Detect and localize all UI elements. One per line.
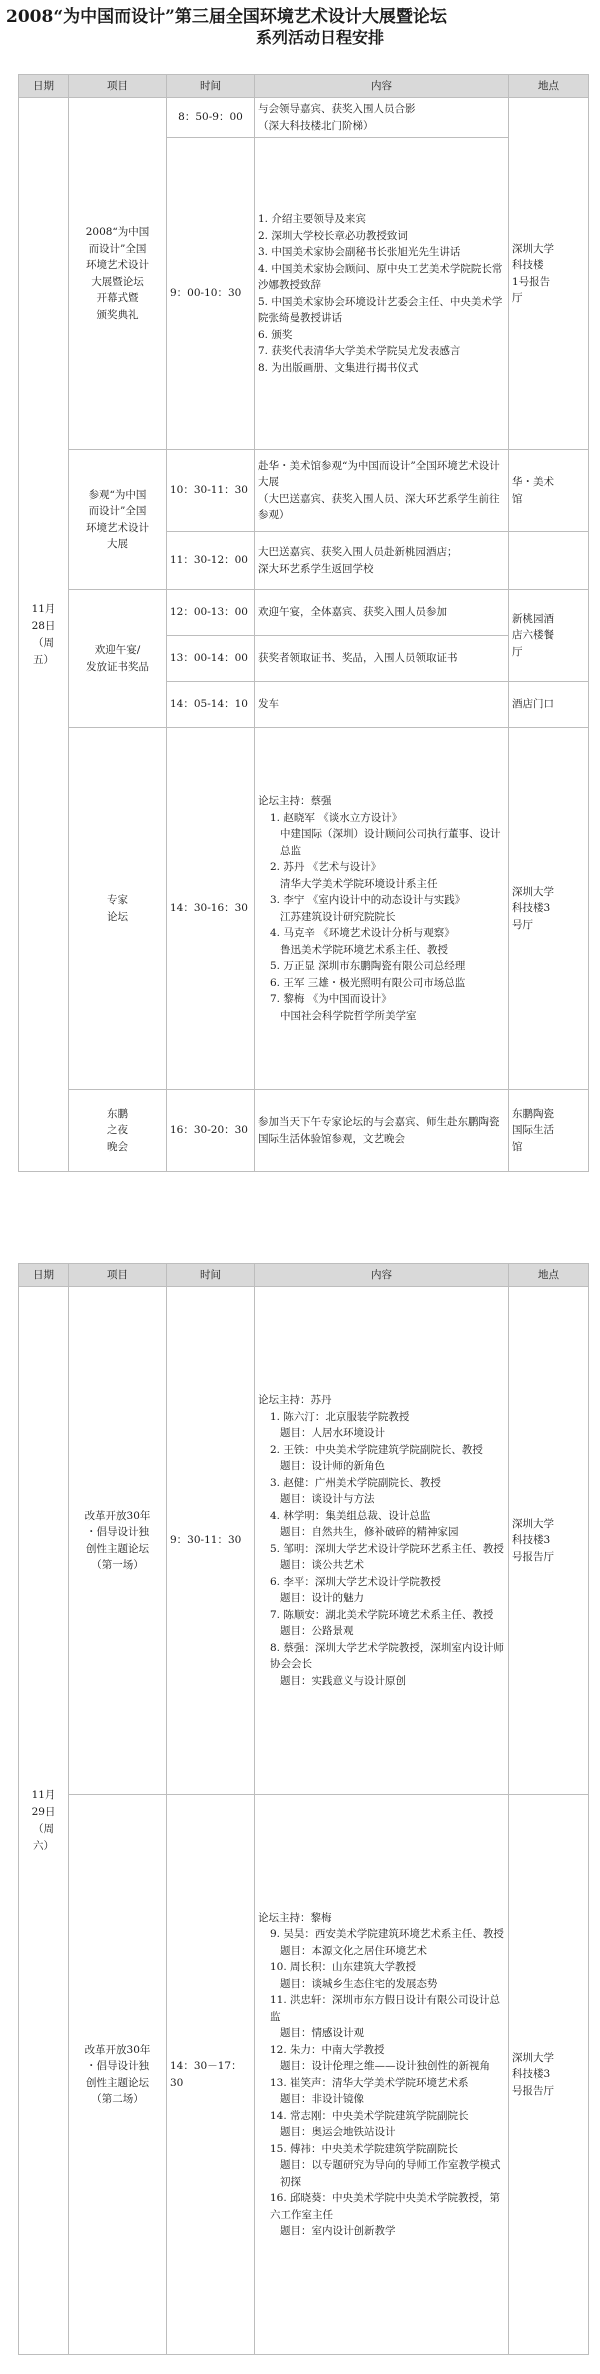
location-cell-session2: 深圳大学 科技楼3 号报告厅	[509, 1795, 589, 2355]
table-row	[19, 1090, 589, 1172]
table-row	[19, 450, 589, 532]
date-cell: 11月 29日 （周 六）	[19, 1287, 69, 2355]
location-cell-opening: 深圳大学 科技楼 1号报告 厅	[509, 98, 589, 450]
schedule-table-day2	[18, 1263, 589, 2355]
item-cell-opening: 2008“为中国 而设计”全国 环境艺术设计 大展暨论坛 开幕式暨 颁奖典礼	[69, 98, 167, 450]
schedule-table-day1	[18, 74, 589, 1172]
content-cell: 欢迎午宴，全体嘉宾、获奖入围人员参加	[255, 590, 509, 636]
time-cell: 14：30－17：30	[167, 1795, 255, 2355]
column-header-date: 日期	[19, 1264, 69, 1287]
content-cell: 参加当天下午专家论坛的与会嘉宾、师生赴东鹏陶瓷国际生活体验馆参观，文艺晚会	[255, 1090, 509, 1172]
location-cell-lunch: 新桃园酒 店六楼餐 厅	[509, 590, 589, 682]
table-row	[19, 728, 589, 1090]
location-cell-bus: 酒店门口	[509, 682, 589, 728]
content-cell: 论坛主持：蔡强 1. 赵晓军 《谈水立方设计》 中建国际（深圳）设计顾问公司执行董事、设计总监 2. 苏丹 《艺术与设计》 清华大学美术学院环境设计系主任 3. 李宁 《室内设计中的动态设计与实践》 江苏建筑设计研究院院长 4. 马克辛 《环境艺术设计分析与观察》 鲁迅美术学院环境艺术系主任、教授 5. 万正显 深圳市东鹏陶瓷有限公司总经理 6. 王军 三雄・极光照明有限公司市场总监 7. 黎梅 《为中国而设计》 中国社会科学院哲学所美学室	[255, 728, 509, 1090]
table-row	[19, 98, 589, 138]
time-cell: 12：00-13：00	[167, 590, 255, 636]
location-cell-forum: 深圳大学 科技楼3 号厅	[509, 728, 589, 1090]
column-header-item: 项目	[69, 75, 167, 98]
content-cell: 1. 介绍主要领导及来宾 2. 深圳大学校长章必功教授致词 3. 中国美术家协会副秘书长张旭光先生讲话 4. 中国美术家协会顾问、原中央工艺美术学院院长常沙娜教授致辞 5. 中国美术家协会环境设计艺委会主任、中央美术学院张绮曼教授讲话 6. 颁奖 7. 获奖代表清华大学美术学院吴尤发表感言 8. 为出版画册、文集进行揭书仪式	[255, 138, 509, 450]
item-cell-session1: 改革开放30年 ・倡导设计独 创性主题论坛 （第一场）	[69, 1287, 167, 1795]
time-cell: 9：00-10：30	[167, 138, 255, 450]
location-cell-session1: 深圳大学 科技楼3 号报告厅	[509, 1287, 589, 1795]
table-row	[19, 590, 589, 636]
item-cell-session2: 改革开放30年 ・倡导设计独 创性主题论坛 （第二场）	[69, 1795, 167, 2355]
table-row	[19, 1795, 589, 2355]
content-cell: 论坛主持：苏丹 1. 陈六汀：北京服装学院教授 题目：人居水环境设计 2. 王铁：中央美术学院建筑学院副院长、教授 题目：设计师的新角色 3. 赵健：广州美术学院副院长、教授 题目：谈设计与方法 4. 林学明：集美组总裁、设计总监 题目：自然共生，修补破碎的精神家园 5. 邹明：深圳大学艺术设计学院环艺系主任、教授 题目：谈公共艺术 6. 李平：深圳大学艺术设计学院教授 题目：设计的魅力 7. 陈顺安：湖北美术学院环境艺术系主任、教授 题目：公路景观 8. 蔡强：深圳大学艺术学院教授，深圳室内设计师协会会长 题目：实践意义与设计原创	[255, 1287, 509, 1795]
content-cell: 与会领导嘉宾、获奖入围人员合影 （深大科技楼北门阶梯）	[255, 98, 509, 138]
time-cell: 11：30-12：00	[167, 532, 255, 590]
column-header-time: 时间	[167, 75, 255, 98]
table-header-row	[19, 1264, 589, 1287]
page-title: 2008“为中国而设计”第三届全国环境艺术设计大展暨论坛	[6, 7, 447, 27]
time-cell: 10：30-11：30	[167, 450, 255, 532]
item-cell-forum: 专家 论坛	[69, 728, 167, 1090]
column-header-item: 项目	[69, 1264, 167, 1287]
location-cell-empty	[509, 532, 589, 590]
content-cell: 发车	[255, 682, 509, 728]
time-cell: 16：30-20：30	[167, 1090, 255, 1172]
column-header-time: 时间	[167, 1264, 255, 1287]
content-cell: 大巴送嘉宾、获奖入围人员赴新桃园酒店； 深大环艺系学生返回学校	[255, 532, 509, 590]
time-cell: 14：30-16：30	[167, 728, 255, 1090]
column-header-content: 内容	[255, 1264, 509, 1287]
column-header-location: 地点	[509, 1264, 589, 1287]
location-cell-visit: 华・美术 馆	[509, 450, 589, 532]
table-row	[19, 1287, 589, 1795]
item-cell-gala: 东鹏 之夜 晚会	[69, 1090, 167, 1172]
date-cell: 11月 28日 （周 五）	[19, 98, 69, 1172]
content-cell: 论坛主持：黎梅 9. 吴昊：西安美术学院建筑环境艺术系主任、教授 题目：本源文化之居住环境艺术 10. 周长积：山东建筑大学教授 题目：谈城乡生态住宅的发展态势 11. 洪忠轩：深圳市东方假日设计有限公司设计总监 题目：情感设计观 12. 朱力：中南大学教授 题目：设计伦理之维——设计独创性的新视角 13. 崔笑声：清华大学美术学院环境艺术系 题目：非设计镜像 14. 常志刚：中央美术学院建筑学院副院长 题目：奥运会地铁站设计 15. 傅祎：中央美术学院建筑学院副院长 题目：以专题研究为导向的导师工作室教学模式初探 16. 邱晓葵：中央美术学院中央美术学院教授，第六工作室主任 题目：室内设计创新教学	[255, 1795, 509, 2355]
table-header-row	[19, 75, 589, 98]
time-cell: 14：05-14：10	[167, 682, 255, 728]
column-header-date: 日期	[19, 75, 69, 98]
item-cell-visit: 参观“为中国 而设计”全国 环境艺术设计 大展	[69, 450, 167, 590]
location-cell-gala: 东鹏陶瓷 国际生活 馆	[509, 1090, 589, 1172]
time-cell: 13：00-14：00	[167, 636, 255, 682]
content-cell: 获奖者领取证书、奖品，入围人员领取证书	[255, 636, 509, 682]
column-header-content: 内容	[255, 75, 509, 98]
item-cell-lunch: 欢迎午宴/ 发放证书奖品	[69, 590, 167, 728]
column-header-location: 地点	[509, 75, 589, 98]
content-cell: 赴华・美术馆参观“为中国而设计”全国环境艺术设计大展 （大巴送嘉宾、获奖入围人员、深大环艺系学生前往参观）	[255, 450, 509, 532]
page-subtitle: 系列活动日程安排	[255, 28, 384, 47]
time-cell: 8：50-9：00	[167, 98, 255, 138]
time-cell: 9：30-11：30	[167, 1287, 255, 1795]
